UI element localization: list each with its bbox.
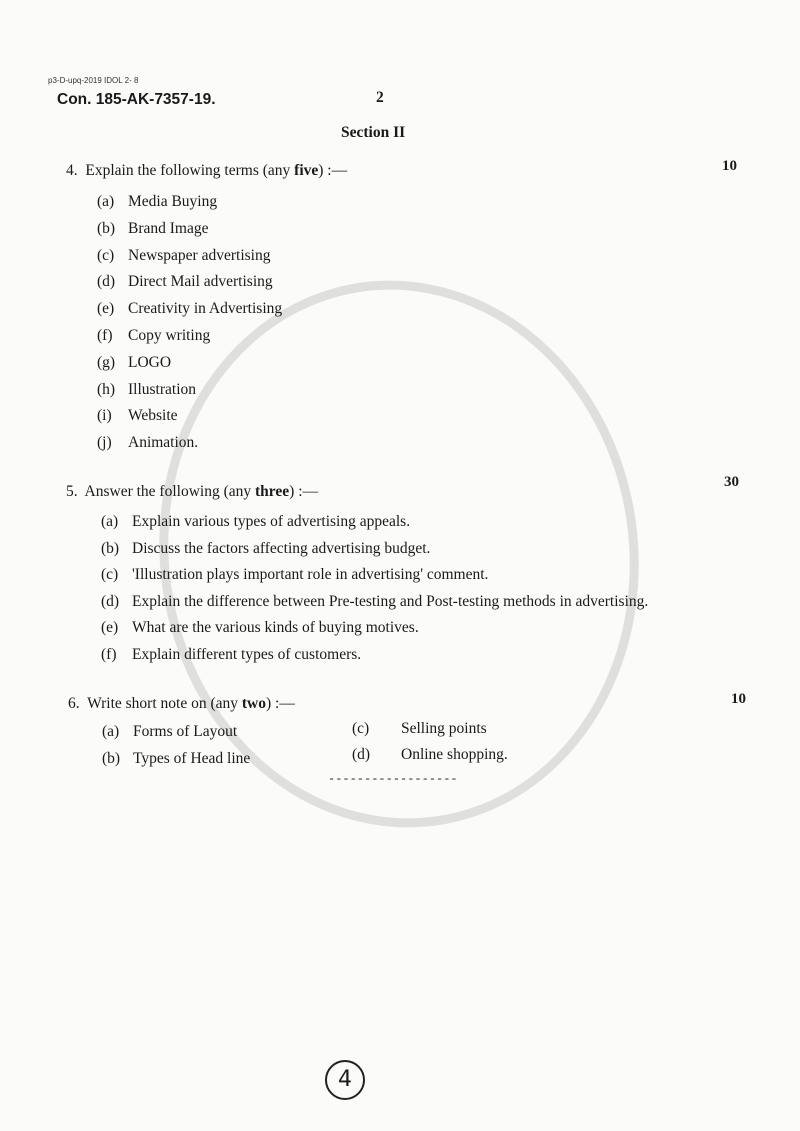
q5-items: [101, 509, 648, 669]
item-label: (f): [97, 326, 113, 344]
item-label: (g): [97, 353, 116, 371]
handwritten-page-number: 4: [325, 1060, 365, 1100]
item-text: Online shopping.: [401, 746, 508, 763]
q-text: Answer the following (any: [84, 483, 255, 500]
q-tail: ) :—: [289, 483, 318, 500]
item-text: 'Illustration plays important role in advertising' comment.: [132, 566, 489, 584]
item-text: Discuss the factors affecting advertising budget.: [132, 539, 431, 557]
q-text: Explain the following terms (any: [85, 162, 295, 179]
list-item: [97, 377, 282, 404]
q-bold: three: [255, 483, 290, 500]
item-text: Explain different types of customers.: [132, 645, 362, 663]
q-num: 6.: [68, 695, 80, 712]
item-label: (c): [97, 246, 115, 264]
question-5: [66, 483, 318, 501]
item-label: (b): [102, 750, 121, 767]
q4-items: [97, 189, 282, 457]
marks-q6: 10: [731, 691, 746, 707]
list-item: [102, 723, 237, 741]
q-tail: ) :—: [318, 162, 348, 179]
page-number: 2: [376, 89, 384, 106]
q-tail: ) :—: [265, 695, 295, 712]
list-item: [97, 430, 282, 457]
item-label: (b): [101, 539, 120, 557]
con-number: Con. 185-AK-7357-19.: [57, 91, 216, 108]
question-6: [68, 695, 295, 713]
item-text: Brand Image: [128, 219, 209, 237]
item-label: (b): [97, 219, 116, 237]
list-item: [101, 615, 648, 642]
marks-q4: 10: [722, 158, 737, 174]
list-item: [101, 589, 648, 616]
paper-code: p3-D-upq-2019 IDOL 2- 8: [48, 76, 139, 85]
question-4: [66, 162, 347, 180]
item-text: What are the various kinds of buying motives.: [132, 619, 419, 637]
item-label: (f): [101, 645, 117, 663]
item-text: Media Buying: [128, 193, 218, 210]
marks-q5: 30: [724, 474, 739, 490]
item-label: (a): [102, 723, 120, 740]
item-label: (a): [101, 513, 119, 530]
item-text: Newspaper advertising: [128, 246, 271, 264]
item-text: LOGO: [128, 353, 172, 371]
item-label: (a): [97, 193, 115, 210]
list-item: [102, 750, 250, 768]
item-label: (c): [352, 720, 370, 737]
item-text: Copy writing: [128, 326, 211, 344]
q-bold: two: [241, 695, 266, 712]
item-text: Creativity in Advertising: [128, 300, 283, 318]
list-item: [97, 350, 282, 377]
list-item: [97, 323, 282, 350]
item-text: Direct Mail advertising: [128, 273, 273, 291]
q-bold: five: [294, 162, 319, 179]
list-item: [352, 720, 487, 738]
item-text: Animation.: [128, 434, 199, 452]
list-item: [97, 243, 282, 270]
list-item: [97, 296, 282, 323]
list-item: [97, 216, 282, 243]
item-text: Website: [128, 407, 178, 425]
list-item: [97, 269, 282, 296]
item-text: Explain various types of advertising appeals.: [132, 513, 411, 530]
item-label: (e): [101, 619, 119, 637]
end-rule: ------------------: [328, 772, 458, 786]
item-text: Forms of Layout: [133, 723, 238, 740]
q-num: 5.: [66, 483, 78, 500]
item-label: (h): [97, 380, 116, 398]
q-num: 4.: [66, 162, 78, 179]
list-item: [101, 562, 648, 589]
item-text: Selling points: [401, 720, 487, 737]
list-item: [97, 403, 282, 430]
list-item: [352, 746, 508, 764]
item-text: Explain the difference between Pre-testing and Post-testing methods in advertising.: [132, 592, 649, 610]
list-item: [101, 509, 648, 536]
list-item: [101, 536, 648, 563]
item-label: (e): [97, 300, 115, 318]
item-label: (d): [101, 592, 120, 610]
item-label: (j): [97, 434, 112, 452]
section-title: Section II: [341, 124, 406, 141]
item-label: (i): [97, 407, 112, 425]
q-text: Write short note on (any: [87, 695, 242, 712]
list-item: [101, 642, 648, 669]
item-text: Illustration: [128, 380, 197, 398]
item-label: (d): [97, 273, 116, 291]
item-label: (c): [101, 566, 119, 584]
item-text: Types of Head line: [133, 750, 251, 767]
list-item: [97, 189, 282, 216]
item-label: (d): [352, 746, 371, 763]
